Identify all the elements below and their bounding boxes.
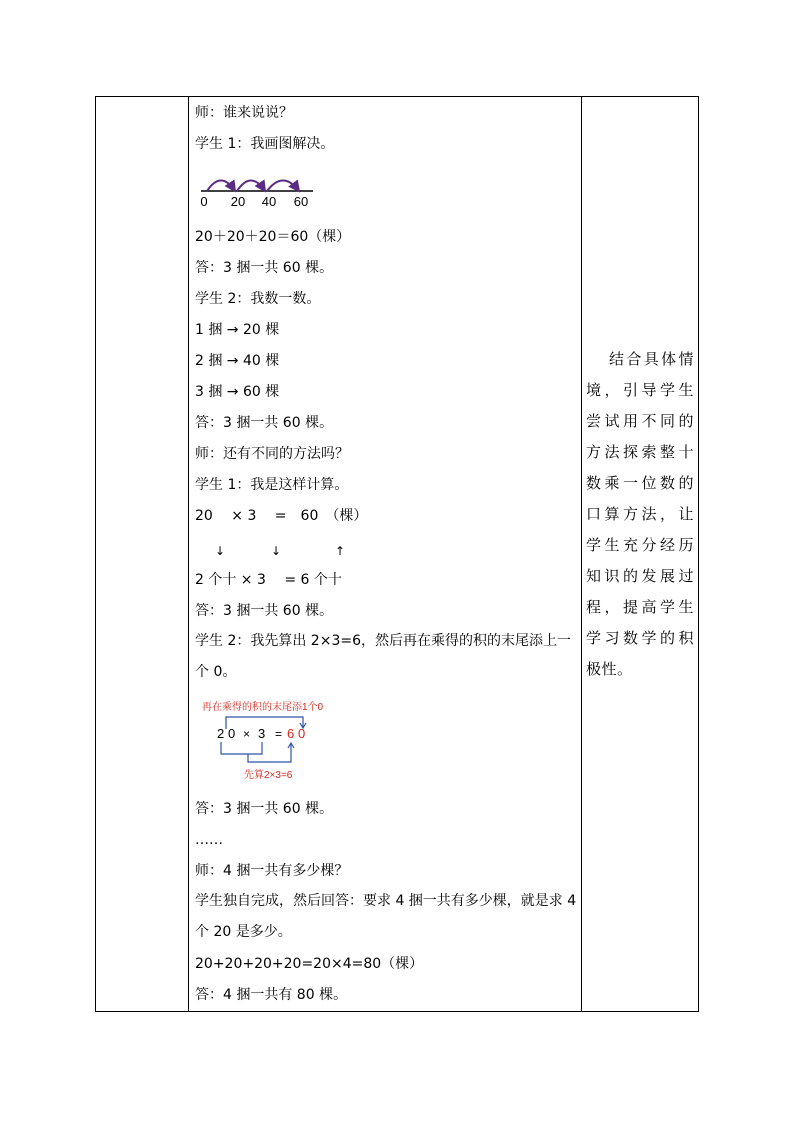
expr-equals: = [275, 727, 283, 741]
annotation-bottom-bracket-left [221, 742, 262, 754]
line-multiplication: 20 × 3 = 60 （棵） [195, 508, 368, 524]
line-teacher-question: 师：谁来说说？ [195, 105, 293, 121]
expr-digit-0: 0 [228, 726, 236, 741]
annotation-bottom-bracket-right [248, 744, 291, 762]
expr-digit-3: 3 [258, 726, 266, 741]
line-student2-method: 学生 2：我先算出 2×3=6，然后再在乘得的积的末尾添上一个 0。 [195, 633, 571, 680]
result-digit-0: 0 [298, 726, 306, 741]
column-divider-right [581, 97, 582, 1011]
design-intent-note: 结合具体情境，引导学生尝试用不同的方法探索整十数乘一位数的口算方法，让学生充分经历知识的发展过程，提高学生学习数学的积极性。 [586, 350, 694, 678]
line-answer-1: 答：3 捆一共 60 棵。 [195, 260, 334, 276]
number-line-label-40: 40 [261, 194, 277, 209]
line-ellipsis: …… [195, 832, 223, 848]
line-answer-5: 答：4 捆一共有 80 棵。 [195, 987, 348, 1003]
jump-arc-3 [267, 181, 299, 192]
line-calc-80: 20+20+20+20=20×4=80（棵） [195, 956, 424, 972]
line-teacher-other-method: 师：还有不同的方法吗？ [195, 446, 349, 462]
line-student1-calc: 学生 1：我是这样计算。 [195, 477, 349, 493]
jump-arc-2 [237, 181, 265, 192]
column-divider-left [188, 97, 189, 1011]
line-answer-3: 答：3 捆一共 60 棵。 [195, 603, 334, 619]
line-addition: 20＋20＋20＝60（棵） [195, 229, 351, 245]
up-arrow: ↑ [335, 544, 346, 558]
line-answer-4: 答：3 捆一共 60 棵。 [195, 801, 334, 817]
expr-digit-2: 2 [217, 726, 225, 741]
multiplication-annotation-diagram [195, 696, 395, 786]
line-student2-count: 学生 2：我数一数。 [195, 291, 321, 307]
line-teacher-4-bundles: 师：4 捆一共有多少棵？ [195, 863, 349, 879]
line-count-1: 1 捆 → 20 棵 [195, 322, 280, 338]
result-digit-6: 6 [287, 726, 295, 741]
line-student-independent: 学生独自完成，然后回答：要求 4 捆一共有多少棵，就是求 4 个 20 是多少。 [195, 893, 577, 940]
number-line-label-0: 0 [200, 194, 208, 209]
line-count-2: 2 捆 → 40 棵 [195, 353, 280, 369]
jump-arc-1 [207, 181, 235, 192]
annotation-bottom-text: 先算2×3=6 [244, 770, 293, 781]
number-line-label-20: 20 [230, 194, 246, 209]
number-line-label-60: 60 [293, 194, 309, 209]
annotation-top-text: 再在乘得的积的末尾添1个0 [202, 702, 324, 713]
line-tens-multiplication: 2 个十 × 3 = 6 个十 [195, 572, 342, 588]
number-line-diagram [195, 170, 325, 210]
down-arrow-2: ↓ [271, 544, 282, 558]
down-arrow-1: ↓ [215, 544, 226, 558]
line-answer-2: 答：3 捆一共 60 棵。 [195, 415, 334, 431]
line-count-3: 3 捆 → 60 棵 [195, 384, 280, 400]
line-student1-draw: 学生 1：我画图解决。 [195, 136, 335, 152]
expr-times: × [243, 727, 251, 741]
